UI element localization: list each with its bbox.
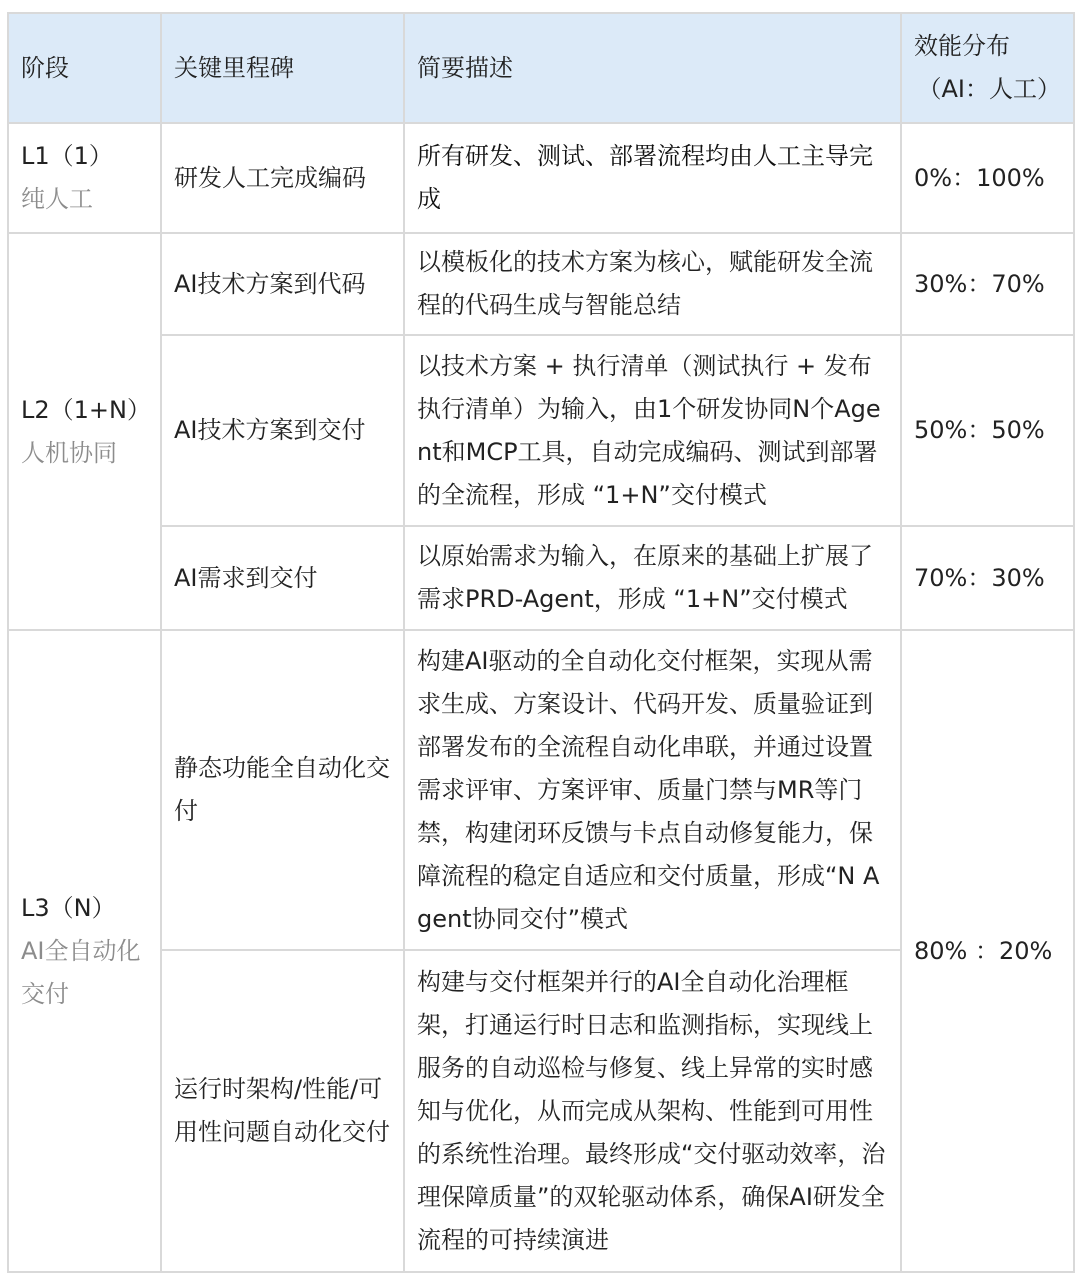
milestone-cell: AI技术方案到交付 — [161, 335, 404, 526]
milestone-cell: 研发人工完成编码 — [161, 123, 404, 233]
description-cell: 构建AI驱动的全自动化交付框架，实现从需求生成、方案设计、代码开发、质量验证到部署发布的全流程自动化串联，并通过设置需求评审、方案评审、质量门禁与MR等门禁，构建闭环反馈与卡点自动修复能力，保障流程的稳定自适应和交付质量，形成“N Agent协同交付”模式 — [404, 630, 901, 950]
table-row — [8, 123, 1074, 233]
description-cell: 所有研发、测试、部署流程均由人工主导完成 — [404, 123, 901, 233]
milestone-cell: AI需求到交付 — [161, 526, 404, 630]
header-milestone: 关键里程碑 — [161, 13, 404, 123]
milestone-cell: 运行时架构/性能/可用性问题自动化交付 — [161, 950, 404, 1272]
header-description: 简要描述 — [404, 13, 901, 123]
table-row — [8, 630, 1074, 950]
stage-cell — [8, 630, 161, 1272]
efficiency-cell: 70%：30% — [901, 526, 1074, 630]
table-row — [8, 526, 1074, 630]
efficiency-cell: 30%：70% — [901, 233, 1074, 335]
efficiency-cell: 80% ：20% — [901, 630, 1074, 1272]
header-stage: 阶段 — [8, 13, 161, 123]
efficiency-cell: 0%：100% — [901, 123, 1074, 233]
table-row — [8, 335, 1074, 526]
stage-cell — [8, 123, 161, 233]
milestone-table — [7, 12, 1075, 1273]
header-efficiency-title: 效能分布 — [914, 32, 1010, 60]
description-cell: 以技术方案 + 执行清单（测试执行 + 发布执行清单）为输入，由1个研发协同N个Agent和MCP工具，自动完成编码、测试到部署的全流程，形成 “1+N”交付模式 — [404, 335, 901, 526]
header-efficiency-ratio: （AI：人工） — [917, 75, 1061, 103]
stage-cell — [8, 233, 161, 630]
stage-level: L3（N） — [21, 893, 116, 922]
stage-mode: AI全自动化交付 — [21, 936, 141, 1008]
milestone-cell: AI技术方案到代码 — [161, 233, 404, 335]
description-cell: 以模板化的技术方案为核心，赋能研发全流程的代码生成与智能总结 — [404, 233, 901, 335]
description-cell: 构建与交付框架并行的AI全自动化治理框架，打通运行时日志和监测指标，实现线上服务的自动巡检与修复、线上异常的实时感知与优化，从而完成从架构、性能到可用性的系统性治理。最终形成“交付驱动效率，治理保障质量”的双轮驱动体系，确保AI研发全流程的可持续演进 — [404, 950, 901, 1272]
description-cell: 以原始需求为输入，在原来的基础上扩展了需求PRD-Agent，形成 “1+N”交付模式 — [404, 526, 901, 630]
header-efficiency — [901, 13, 1074, 123]
stage-mode: 人机协同 — [21, 438, 117, 467]
milestone-cell: 静态功能全自动化交付 — [161, 630, 404, 950]
table-header-row — [8, 13, 1074, 123]
efficiency-cell: 50%：50% — [901, 335, 1074, 526]
stage-mode: 纯人工 — [21, 185, 93, 213]
table-row — [8, 233, 1074, 335]
stage-level: L1（1） — [21, 142, 113, 170]
stage-level: L2（1+N） — [21, 395, 151, 424]
